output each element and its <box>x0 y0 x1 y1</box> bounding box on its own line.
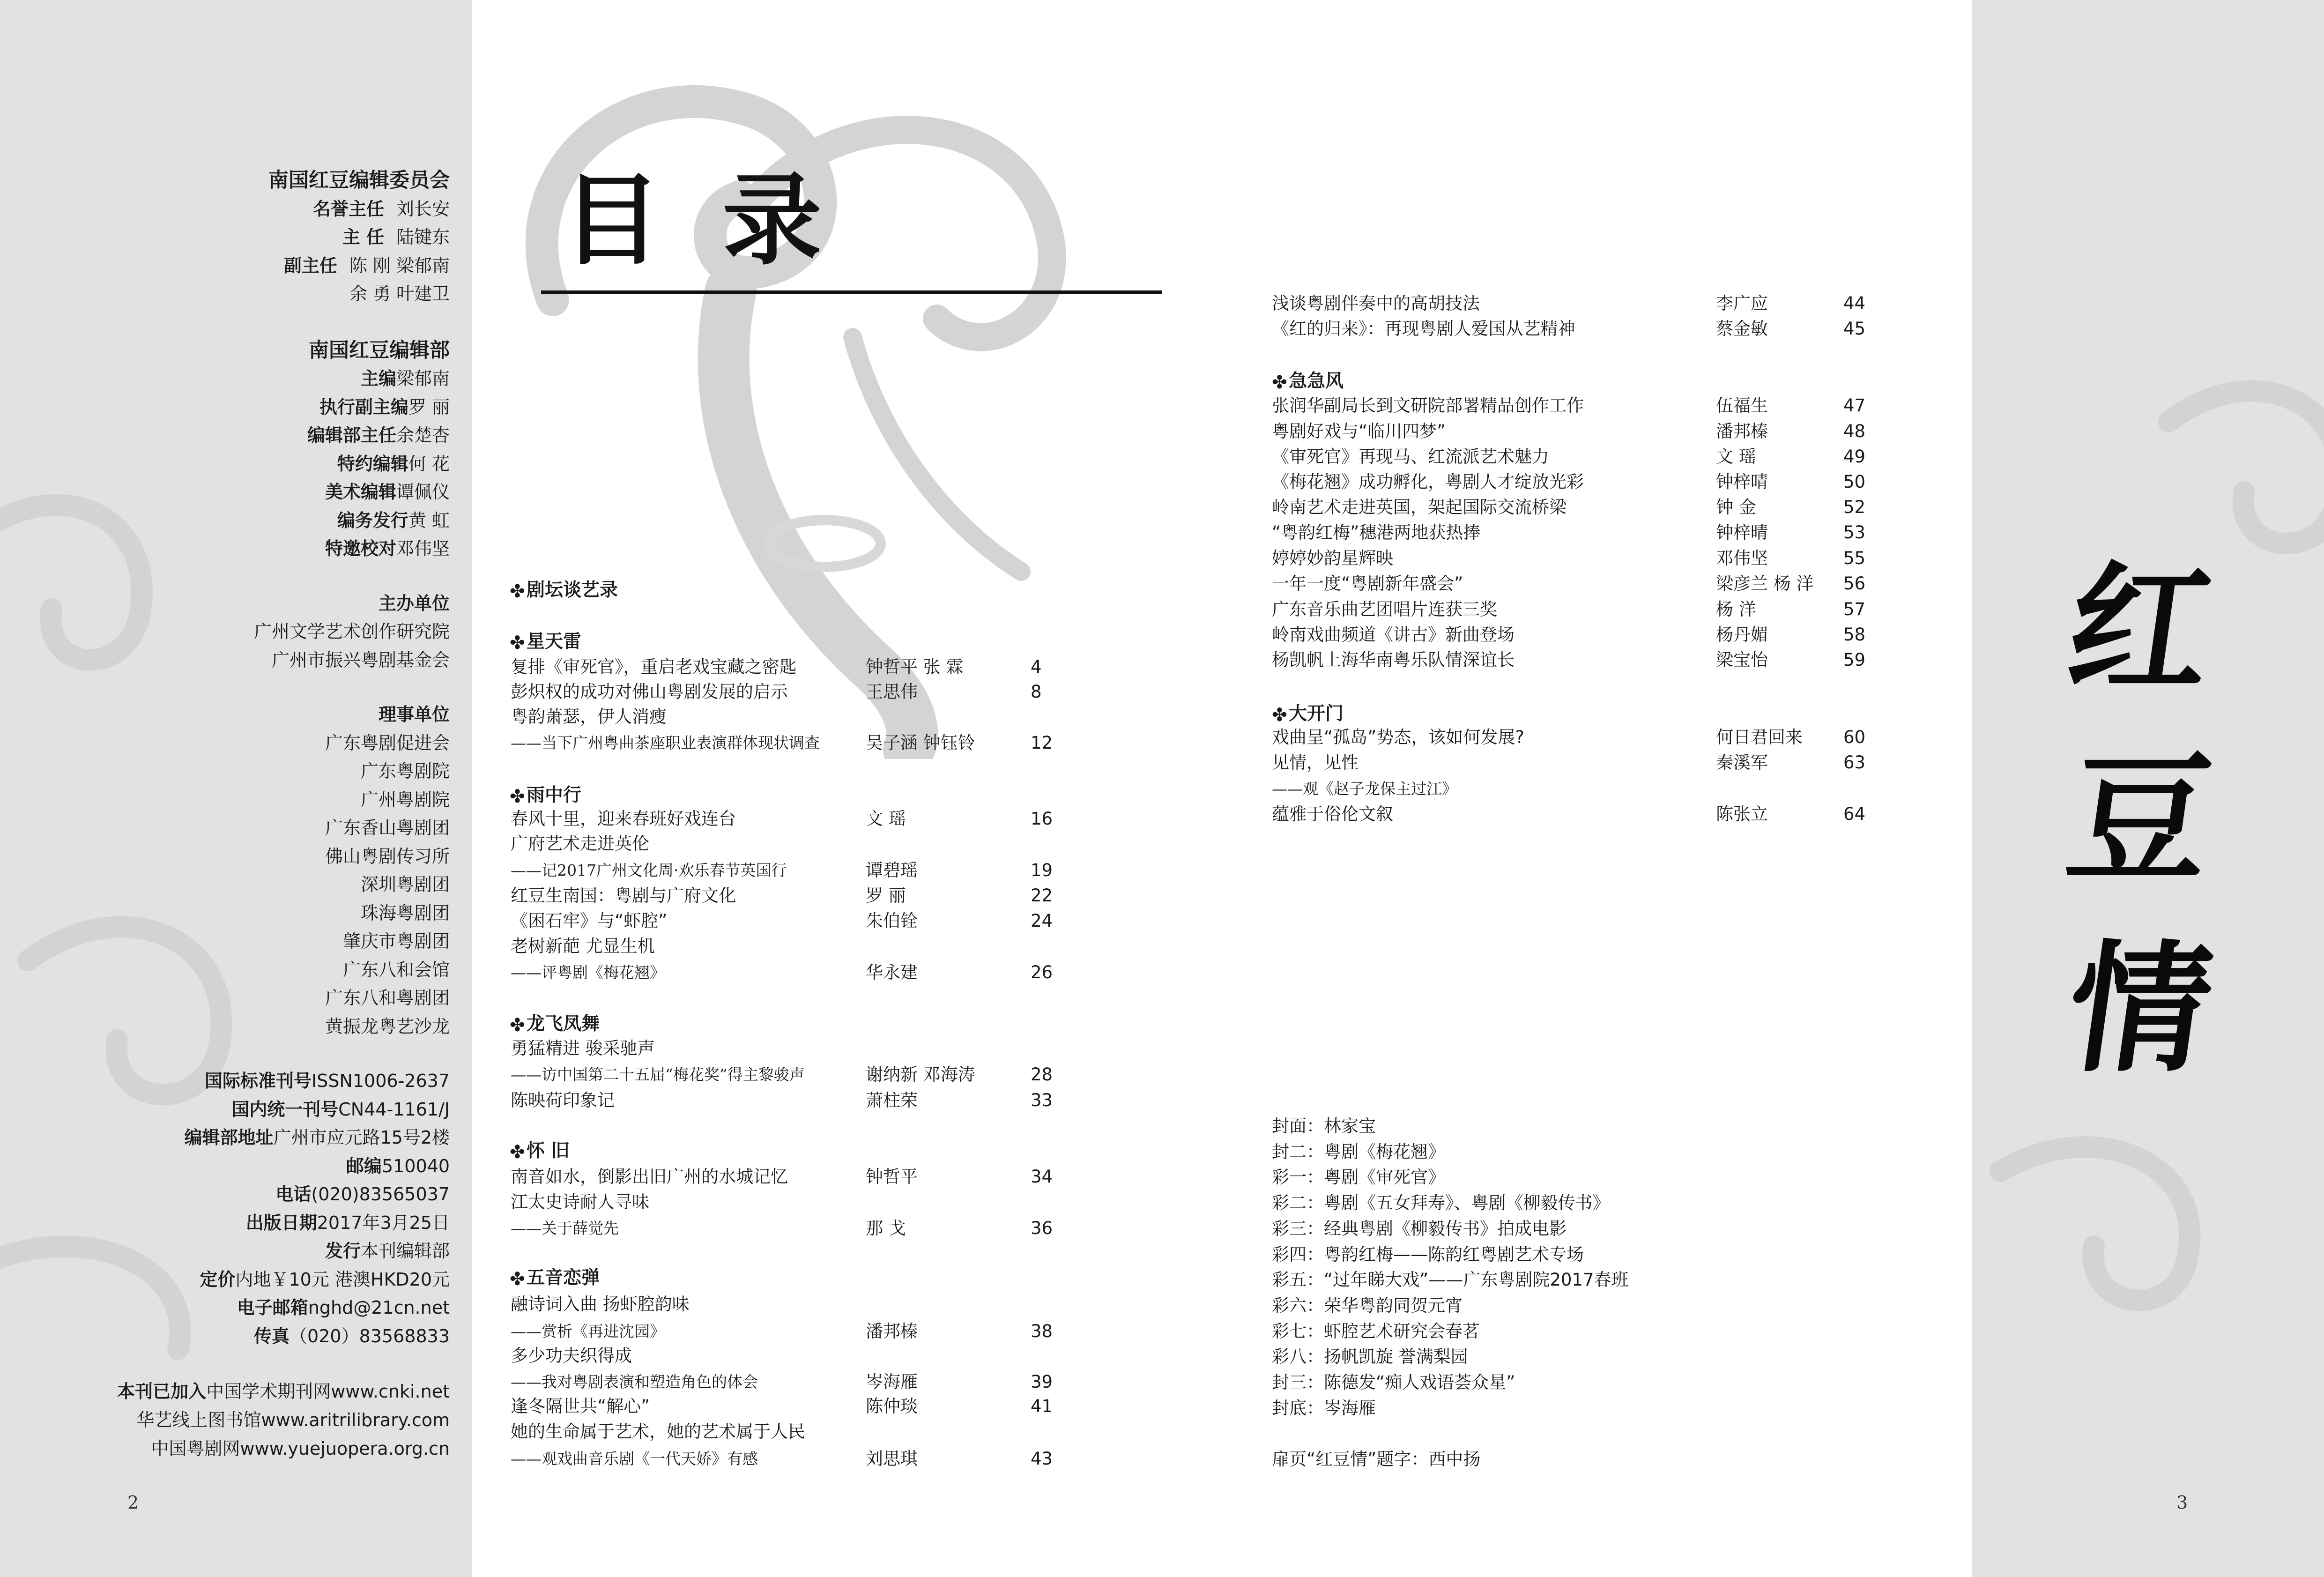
section-marker-icon: ✤ <box>510 1142 525 1163</box>
section-marker-icon: ✤ <box>1272 705 1287 726</box>
dept-line: 主编梁郁南 <box>360 368 450 389</box>
dept-line: 特约编辑何 花 <box>337 453 450 474</box>
credit-line: 彩七：虾腔艺术研究会春茗 <box>1272 1321 1480 1341</box>
title-rule <box>541 290 1162 294</box>
pub-line: 出版日期2017年3月25日 <box>245 1212 450 1233</box>
section-heading: ✤龙飞凤舞 <box>510 1013 600 1036</box>
page-number-left: 2 <box>127 1492 139 1513</box>
dept-line: 编辑部主任余楚杏 <box>307 425 450 446</box>
section-marker-icon: ✤ <box>510 1015 525 1036</box>
credit-line: 彩一：粤剧《审死官》 <box>1272 1167 1445 1188</box>
credit-line: 彩八：扬帆凯旋 誉满梨园 <box>1272 1346 1468 1367</box>
masthead <box>0 166 450 1350</box>
committee-title: 南国红豆编辑委员会 <box>268 169 450 192</box>
section-heading: ✤雨中行 <box>510 785 582 807</box>
committee-line: 名誉主任 刘长安 <box>312 198 450 219</box>
page-number-right: 3 <box>2176 1492 2188 1513</box>
section-marker-icon: ✤ <box>510 786 525 807</box>
council-member: 广东八和粤剧团 <box>325 988 450 1008</box>
council-title: 理事单位 <box>378 704 450 725</box>
committee-line: 副主任 陈 刚 梁郁南 <box>283 255 450 276</box>
council-member: 深圳粤剧团 <box>360 874 450 895</box>
section-heading: ✤剧坛谈艺录 <box>510 580 618 602</box>
section-heading: ✤大开门 <box>1272 703 1344 726</box>
council-member: 广东粤剧促进会 <box>325 732 450 753</box>
pub-line: 定价内地￥10元 港澳HKD20元 <box>200 1269 450 1290</box>
calligraphy-char: 红 <box>2058 546 2222 712</box>
pub-line: 国内统一刊号CN44-1161/J <box>231 1099 450 1120</box>
flyleaf-credit: 扉页“红豆情”题字：西中扬 <box>1272 1449 1481 1469</box>
section-heading: ✤星天雷 <box>510 631 582 654</box>
credit-line: 彩三：经典粤剧《柳毅传书》拍成电影 <box>1272 1218 1567 1239</box>
council-member: 广东粤剧院 <box>360 761 450 781</box>
section-marker-icon: ✤ <box>510 581 525 602</box>
pub-line: 传真（020）83568833 <box>254 1325 450 1346</box>
section-heading: ✤急急风 <box>1272 371 1344 393</box>
council-member: 肇庆市粤剧团 <box>342 931 450 952</box>
council-member: 广东香山粤剧团 <box>325 818 450 838</box>
dept-line: 特邀校对邓伟坚 <box>325 538 450 559</box>
credit-line: 彩二：粤剧《五女拜寿》、粤剧《柳毅传书》 <box>1272 1193 1610 1213</box>
pub-line: 编辑部地址广州市应元路15号2楼 <box>184 1127 450 1148</box>
online-line: 本刊已加入中国学术期刊网www.cnki.net <box>117 1381 450 1402</box>
section-marker-icon: ✤ <box>1272 372 1287 393</box>
pub-line: 国际标准刊号ISSN1006-2637 <box>204 1071 450 1091</box>
credit-line: 彩六：荣华粤韵同贺元宵 <box>1272 1295 1463 1316</box>
image-credits <box>1272 1114 1629 1421</box>
calligraphy-char: 豆 <box>2058 736 2222 901</box>
committee-line: 余 勇 叶建卫 <box>349 283 450 304</box>
section-marker-icon: ✤ <box>510 632 525 654</box>
credit-line: 封面：林家宝 <box>1272 1116 1376 1136</box>
credit-line: 彩四：粤韵红梅——陈韵红粤剧艺术专场 <box>1272 1244 1584 1265</box>
sponsor-title: 主办单位 <box>378 593 450 614</box>
section-heading: ✤五音恋弹 <box>510 1267 600 1290</box>
section-marker-icon: ✤ <box>510 1269 525 1290</box>
pub-line: 邮编510040 <box>346 1155 450 1176</box>
online-line: 中国粤剧网www.yuejuopera.org.cn <box>151 1438 450 1459</box>
credit-line: 封三：陈德发“痴人戏语荟众星” <box>1272 1372 1515 1393</box>
sponsor: 广州市振兴粤剧基金会 <box>271 649 450 670</box>
calligraphy-title <box>2056 534 2224 1103</box>
toc-title: 目录 <box>562 163 883 278</box>
dept-line: 编务发行黄 虹 <box>337 510 450 531</box>
section-heading: ✤怀 旧 <box>510 1140 570 1163</box>
credit-line: 封二：粤剧《梅花翘》 <box>1272 1141 1445 1162</box>
council-member: 广州粤剧院 <box>360 789 450 810</box>
council-member: 广东八和会馆 <box>342 959 450 980</box>
committee-line: 主 任 陆键东 <box>342 227 450 247</box>
council-member: 黄振龙粤艺沙龙 <box>325 1016 450 1037</box>
dept-line: 执行副主编罗 丽 <box>319 396 450 417</box>
council-member: 佛山粤剧传习所 <box>325 846 450 867</box>
online-listing <box>0 1377 450 1463</box>
pub-line: 电话(020)83565037 <box>275 1184 450 1205</box>
calligraphy-char: 情 <box>2058 926 2222 1091</box>
dept-title: 南国红豆编辑部 <box>309 338 450 362</box>
council-member: 珠海粤剧团 <box>360 902 450 923</box>
credit-line: 封底：岑海雁 <box>1272 1398 1376 1418</box>
pub-line: 电子邮箱nghd@21cn.net <box>237 1297 450 1318</box>
sponsor: 广州文学艺术创作研究院 <box>253 621 450 642</box>
dept-line: 美术编辑谭佩仪 <box>325 482 450 502</box>
pub-line: 发行本刊编辑部 <box>325 1241 450 1261</box>
online-line: 华艺线上图书馆www.aritrilibrary.com <box>136 1410 450 1430</box>
credit-line: 彩五：“过年睇大戏”——广东粤剧院2017春班 <box>1272 1270 1629 1290</box>
